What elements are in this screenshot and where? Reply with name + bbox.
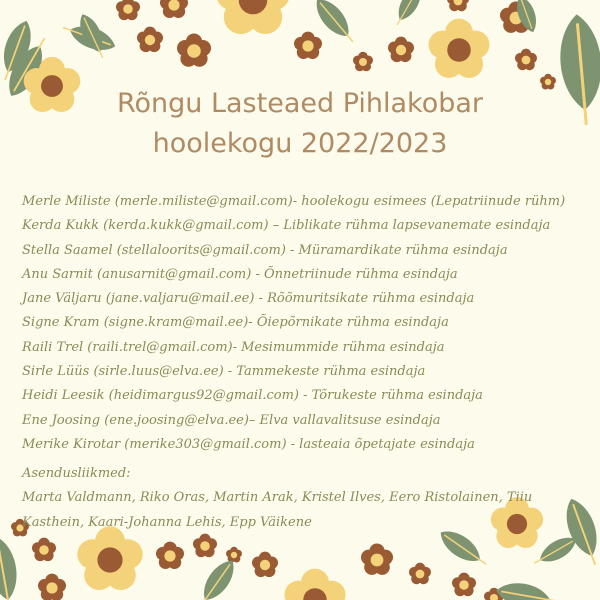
- yellow-flower-icon: [284, 569, 345, 600]
- list-item: Raili Trel (raili.trel@gmail.com)- Mesimummide rühma esindaja: [22, 339, 445, 355]
- list-item: Jane Väljaru (jane.valjaru@mail.ee) - Rõõmuritsikate rühma esindaja: [22, 291, 475, 307]
- title-line-1: Rõngu Lasteaed Pihlakobar: [116, 88, 484, 119]
- brown-flower-icon: [156, 542, 184, 569]
- brown-flower-icon: [38, 574, 66, 600]
- brown-flower-icon: [515, 49, 537, 71]
- brown-flower-icon: [409, 563, 431, 585]
- brown-flower-icon: [388, 37, 414, 62]
- page-title: [0, 84, 600, 164]
- brown-flower-icon: [226, 547, 242, 563]
- alternates-names: Marta Valdmann, Riko Oras, Martin Arak, Kristel Ilves, Eero Ristolainen, Tiiu Kasthein, Kaari-Johanna Lehis, Epp Väikene: [22, 490, 533, 530]
- list-item: Stella Saamel (stellaloorits@gmail.com) - Müramardikate rühma esindaja: [22, 242, 508, 258]
- list-item: Merike Kirotar (merike303@gmail.com) - lasteaia õpetajate esindaja: [22, 436, 475, 452]
- list-item: Kerda Kukk (kerda.kukk@gmail.com) – Liblikate rühma lapsevanemate esindaja: [22, 218, 551, 234]
- brown-flower-icon: [353, 52, 373, 72]
- brown-flower-icon: [177, 33, 211, 66]
- list-item: Ene Joosing (ene.joosing@elva.ee)– Elva vallavalitsuse esindaja: [22, 412, 441, 428]
- yellow-flower-icon: [428, 19, 489, 78]
- brown-flower-icon: [137, 27, 163, 52]
- list-item: Merle Miliste (merle.miliste@gmail.com)- hoolekogu esimees (Lepatriinude rühm): [22, 194, 566, 209]
- list-item: Heidi Leesik (heidimargus92@gmail.com) - Tõrukeste rühma esindaja: [22, 388, 483, 404]
- list-item: Sirle Lüüs (sirle.luus@elva.ee) - Tammekeste rühma esindaja: [22, 364, 426, 380]
- member-list: [22, 190, 592, 457]
- list-item: Anu Sarnit (anusarnit@gmail.com) - Õnnetriinude rühma esindaja: [22, 266, 458, 282]
- brown-flower-icon: [452, 573, 476, 597]
- brown-flower-icon: [160, 0, 188, 18]
- alternates-heading: Asendusliikmed:: [22, 466, 131, 481]
- brown-flower-icon: [32, 538, 56, 562]
- brown-flower-icon: [116, 0, 140, 20]
- leaf-icon: [494, 579, 560, 600]
- yellow-flower-icon: [216, 0, 290, 34]
- leaf-icon: [390, 0, 426, 29]
- brown-flower-icon: [447, 0, 469, 11]
- leaf-icon: [0, 535, 23, 600]
- yellow-flower-icon: [77, 526, 142, 590]
- brown-flower-icon: [252, 552, 278, 577]
- brown-flower-icon: [361, 544, 393, 575]
- list-item: Signe Kram (signe.kram@mail.ee)- Õiepõrnikate rühma esindaja: [22, 315, 449, 331]
- leaf-icon: [559, 494, 600, 569]
- brown-flower-icon: [294, 32, 322, 59]
- title-line-2: hoolekogu 2022/2023: [152, 128, 448, 159]
- brown-flower-icon: [193, 534, 217, 558]
